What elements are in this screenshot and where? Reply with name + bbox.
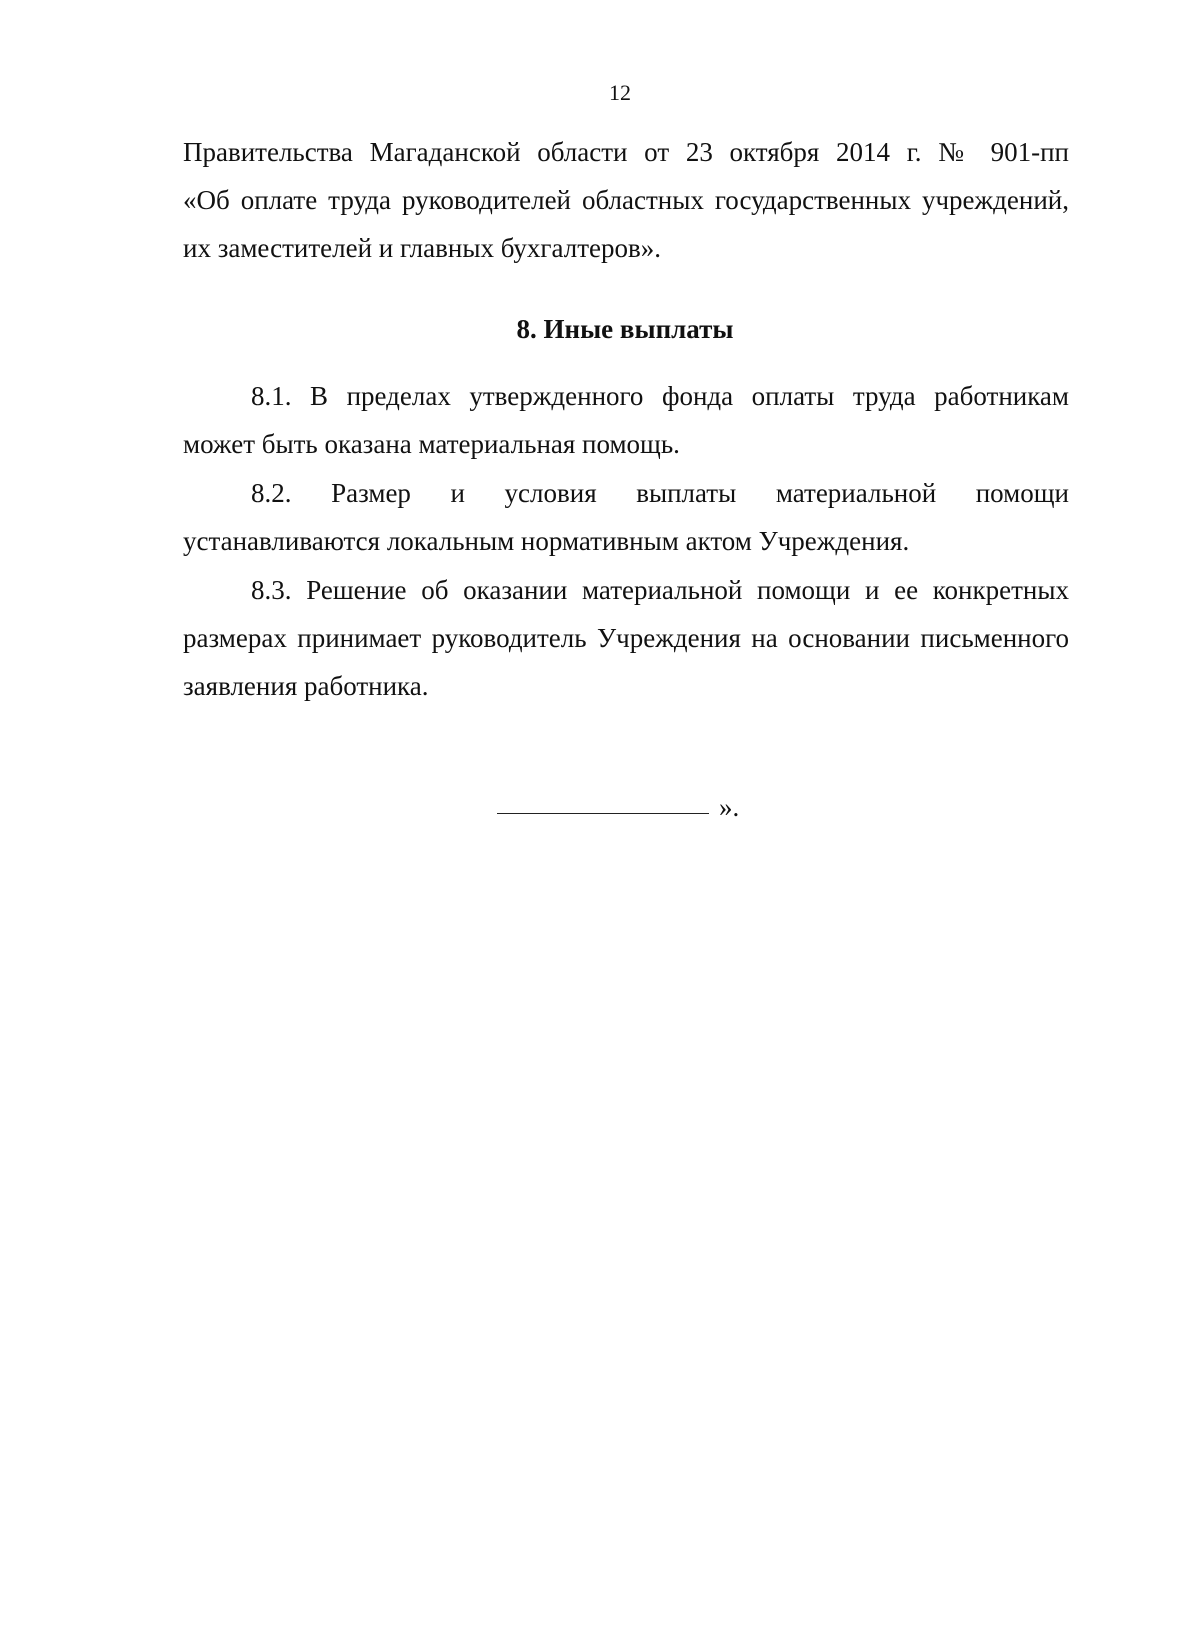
paragraph-8-3-line-2: размерах принимает руководитель Учреждения на основании письменного <box>183 623 1069 653</box>
paragraph-8-2-word: условия <box>504 478 597 508</box>
closing-rule <box>497 813 709 814</box>
intro-line-2: «Об оплате труда руководителей областных государственных учреждений, <box>183 185 1069 215</box>
paragraph-8-3-line-3: заявления работника. <box>183 671 429 701</box>
paragraph-8-2-word: 8.2. <box>251 478 292 508</box>
paragraph-8-2-word: Размер <box>331 478 411 508</box>
paragraph-8-2 <box>183 469 1069 565</box>
paragraph-8-3-line-1: 8.3. Решение об оказании материальной помощи и ее конкретных <box>251 575 1069 605</box>
section-heading: 8. Иные выплаты <box>516 314 734 344</box>
paragraph-8-2-word: материальной <box>775 478 937 508</box>
paragraph-8-1-line-1: 8.1. В пределах утвержденного фонда оплаты труда работникам <box>251 381 1069 411</box>
paragraph-8-2-line-2: устанавливаются локальным нормативным актом Учреждения. <box>183 526 910 556</box>
paragraph-8-1-line-2: может быть оказана материальная помощь. <box>183 429 680 459</box>
intro-line-1: Правительства Магаданской области от 23 октября 2014 г. № 901-пп <box>183 137 1069 167</box>
paragraph-8-1 <box>183 372 1069 468</box>
closing-quote-mark: ». <box>719 792 740 822</box>
paragraph-8-2-line-1 <box>183 469 1069 517</box>
page-number: 12 <box>609 80 631 105</box>
intro-paragraph <box>183 128 1069 272</box>
intro-line-3: их заместителей и главных бухгалтеров». <box>183 233 661 263</box>
paragraph-8-2-word: помощи <box>975 478 1069 508</box>
paragraph-8-2-word: выплаты <box>636 478 737 508</box>
paragraph-8-3 <box>183 566 1069 710</box>
closing-line <box>497 790 739 824</box>
paragraph-8-2-word: и <box>450 478 465 508</box>
